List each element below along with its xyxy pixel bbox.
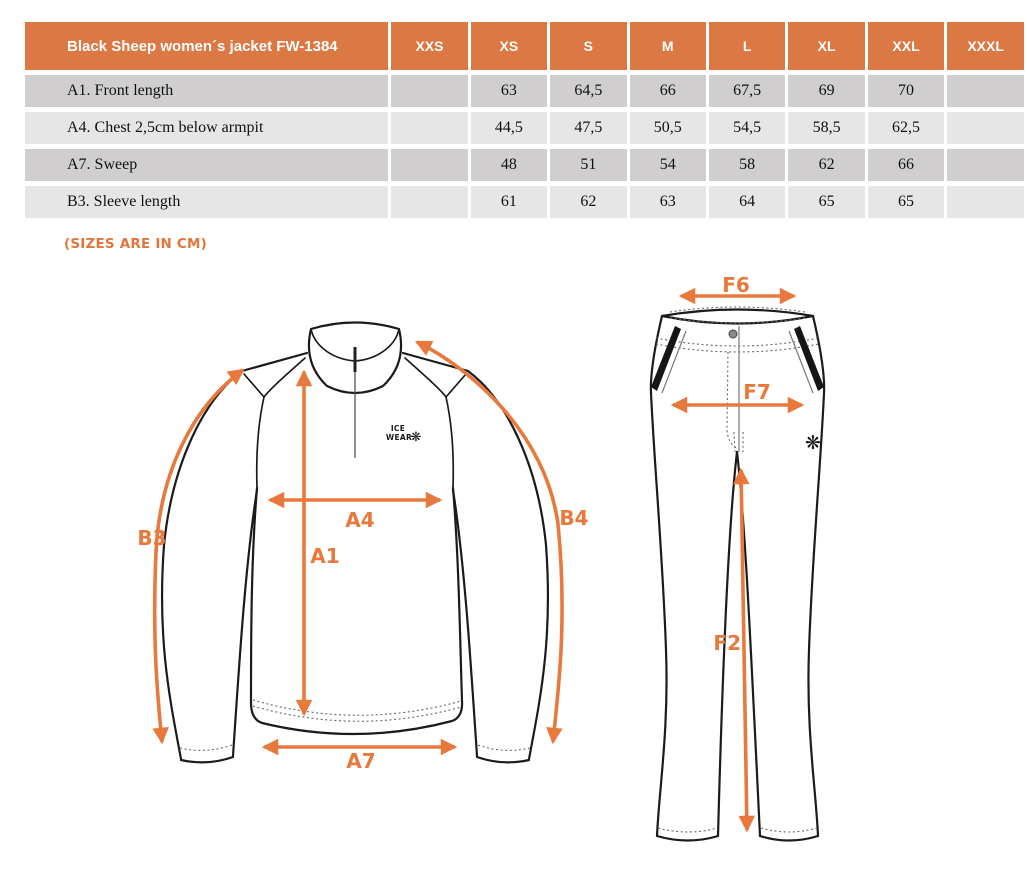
fly-stitch	[727, 352, 738, 449]
label-a1: A1	[310, 544, 340, 568]
jacket-left-raglan-seam	[257, 358, 305, 487]
jacket-left-cuff	[181, 757, 233, 762]
size-value: 64,5	[550, 75, 626, 107]
sizes-unit-note: (SIZES ARE IN CM)	[64, 236, 208, 252]
size-value	[947, 149, 1024, 181]
size-value: 48	[471, 149, 547, 181]
jacket-left-shoulder	[242, 353, 307, 371]
pants-right-outer	[808, 316, 824, 836]
size-value	[391, 186, 467, 218]
size-value: 51	[550, 149, 626, 181]
label-a4: A4	[345, 508, 375, 532]
pants-right-cuff	[760, 836, 818, 841]
size-value	[391, 149, 467, 181]
size-value: 44,5	[471, 112, 547, 144]
column-header-xs: XS	[471, 22, 547, 70]
pants-waist-opening	[662, 310, 813, 324]
label-f6: F6	[722, 273, 750, 297]
size-value: 65	[868, 186, 944, 218]
table-title: Black Sheep women´s jacket FW-1384	[25, 22, 388, 70]
size-value: 64	[709, 186, 785, 218]
snowflake-icon: ❋	[805, 432, 821, 454]
measurement-label: A7. Sweep	[25, 149, 388, 181]
pants-diagram	[651, 273, 824, 841]
jacket-left-cuff-stitch	[180, 745, 232, 750]
pants-left-cuff-stitch	[658, 828, 717, 832]
size-value: 65	[788, 186, 864, 218]
arrow-b4	[417, 342, 562, 742]
measurement-label: A1. Front length	[25, 75, 388, 107]
size-value: 47,5	[550, 112, 626, 144]
size-value: 58	[709, 149, 785, 181]
table-row-front-length	[25, 75, 1024, 107]
size-value: 54,5	[709, 112, 785, 144]
size-value: 70	[868, 75, 944, 107]
pants-right-cuff-stitch	[761, 828, 817, 832]
label-b4: B4	[559, 506, 589, 530]
size-value: 69	[788, 75, 864, 107]
size-value	[947, 112, 1024, 144]
jacket-hem-stitch-2	[253, 706, 461, 721]
measurement-label: B3. Sleeve length	[25, 186, 388, 218]
jacket-left-dart	[244, 374, 264, 397]
size-value: 66	[630, 75, 706, 107]
jacket-right-dart	[446, 374, 466, 397]
column-header-xl: XL	[788, 22, 864, 70]
label-f7: F7	[743, 380, 771, 404]
jacket-left-sleeve-outer	[162, 371, 242, 759]
size-value	[947, 186, 1024, 218]
logo-text-ice: ICE	[390, 424, 406, 433]
size-value: 62	[550, 186, 626, 218]
table-header-row	[25, 22, 1024, 70]
pants-left-cuff	[657, 836, 718, 841]
table-row-sweep	[25, 149, 1024, 181]
jacket-right-sleeve-outer	[468, 371, 548, 759]
size-value: 62	[788, 149, 864, 181]
waist-stitch-bottom	[670, 318, 805, 323]
table-row-sleeve-length	[25, 186, 1024, 218]
jacket-right-raglan-seam	[405, 358, 453, 487]
snowflake-icon: ❋	[410, 430, 422, 445]
jacket-right-cuff	[477, 757, 529, 762]
jacket-hem	[251, 701, 462, 734]
column-header-xxl: XXL	[868, 22, 944, 70]
column-header-s: S	[550, 22, 626, 70]
size-value: 67,5	[709, 75, 785, 107]
icewear-logo	[386, 424, 422, 445]
waist-button	[729, 330, 737, 338]
size-value: 61	[471, 186, 547, 218]
logo-text-wear: WEAR	[385, 433, 413, 442]
measurement-label: A4. Chest 2,5cm below armpit	[25, 112, 388, 144]
size-value	[947, 75, 1024, 107]
column-header-l: L	[709, 22, 785, 70]
size-value: 63	[471, 75, 547, 107]
label-f2: F2	[713, 631, 741, 655]
label-b3: B3	[137, 526, 167, 550]
size-value: 54	[630, 149, 706, 181]
column-header-xxxl: XXXL	[947, 22, 1024, 70]
jacket-hem-stitch-1	[253, 700, 461, 715]
column-header-m: M	[630, 22, 706, 70]
size-value: 63	[630, 186, 706, 218]
size-value: 50,5	[630, 112, 706, 144]
crotch-stitch-left	[734, 432, 735, 452]
jacket-right-cuff-stitch	[478, 745, 530, 750]
size-value: 58,5	[788, 112, 864, 144]
jacket-diagram	[137, 323, 588, 774]
label-a7: A7	[346, 749, 376, 773]
size-value: 62,5	[868, 112, 944, 144]
size-value	[391, 112, 467, 144]
column-header-xxs: XXS	[391, 22, 467, 70]
pants-left-outer	[651, 316, 667, 836]
size-value: 66	[868, 149, 944, 181]
size-table	[22, 17, 1027, 223]
size-value	[391, 75, 467, 107]
table-row-chest	[25, 112, 1024, 144]
